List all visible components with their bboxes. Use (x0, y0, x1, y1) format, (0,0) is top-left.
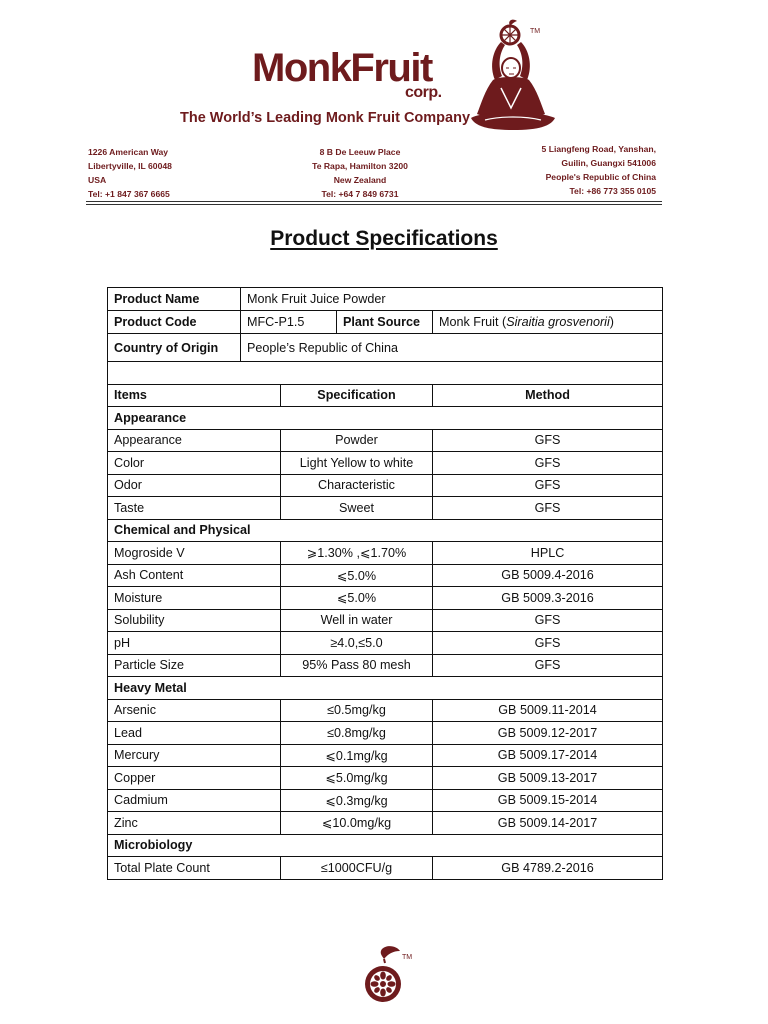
address-line: People's Republic of China (545, 172, 656, 182)
item-name: Copper (108, 767, 281, 790)
address-china (542, 142, 656, 198)
item-name: Odor (108, 474, 281, 497)
item-specification: ⩽5.0% (281, 587, 433, 610)
brand-corp: corp. (405, 84, 442, 101)
item-method: GFS (433, 474, 663, 497)
product-code-label: Product Code (108, 311, 241, 334)
header-items: Items (108, 384, 281, 407)
address-phone: Tel: +1 847 367 6665 (88, 189, 170, 199)
item-method: GFS (433, 654, 663, 677)
table-row (108, 564, 663, 587)
country-origin-row (108, 334, 663, 362)
section-header-row (108, 677, 663, 700)
item-specification: ≤0.8mg/kg (281, 722, 433, 745)
item-name: Mogroside V (108, 542, 281, 565)
item-name: Zinc (108, 812, 281, 835)
item-method: HPLC (433, 542, 663, 565)
product-code-row (108, 311, 663, 334)
item-specification: Powder (281, 429, 433, 452)
table-row (108, 699, 663, 722)
address-line: 1226 American Way (88, 147, 169, 157)
table-row (108, 744, 663, 767)
item-name: Taste (108, 497, 281, 520)
item-name: pH (108, 632, 281, 655)
item-name: Mercury (108, 744, 281, 767)
item-name: Color (108, 452, 281, 475)
item-name: Appearance (108, 429, 281, 452)
spec-table-body (108, 407, 663, 880)
item-specification: ⩽0.1mg/kg (281, 744, 433, 767)
table-row (108, 452, 663, 475)
address-line: 8 B De Leeuw Place (319, 147, 401, 157)
address-phone: Tel: +86 773 355 0105 (569, 186, 656, 196)
item-specification: ⩽0.3mg/kg (281, 789, 433, 812)
header-divider (86, 201, 662, 202)
footer-trademark: TM (402, 954, 413, 961)
address-usa (88, 145, 172, 201)
item-method: GFS (433, 609, 663, 632)
page-title-text: Product Specifications (270, 227, 498, 250)
plant-source-value (433, 311, 663, 334)
table-row (108, 789, 663, 812)
item-name: Particle Size (108, 654, 281, 677)
section-header-row (108, 407, 663, 430)
item-specification: ≤1000CFU/g (281, 857, 433, 880)
item-specification: ≥4.0,≤5.0 (281, 632, 433, 655)
address-line: 5 Liangfeng Road, Yanshan, (541, 144, 656, 154)
address-line: USA (88, 175, 107, 185)
table-row (108, 722, 663, 745)
table-row (108, 474, 663, 497)
item-specification: Characteristic (281, 474, 433, 497)
section-header-row (108, 519, 663, 542)
item-specification: Sweet (281, 497, 433, 520)
item-method: GFS (433, 452, 663, 475)
item-name: Ash Content (108, 564, 281, 587)
item-specification: Light Yellow to white (281, 452, 433, 475)
item-name: Total Plate Count (108, 857, 281, 880)
table-header-row (108, 384, 663, 407)
item-method: GFS (433, 429, 663, 452)
address-line: Libertyville, IL 60048 (88, 161, 172, 171)
header-method: Method (433, 384, 663, 407)
item-name: Arsenic (108, 699, 281, 722)
table-row (108, 767, 663, 790)
plant-source-prefix: Monk Fruit ( (439, 315, 507, 329)
table-row (108, 497, 663, 520)
item-method: GB 5009.14-2017 (433, 812, 663, 835)
plant-source-latin: Siraitia grosvenorii (506, 315, 610, 329)
brand-logo-text: MonkFruit (252, 46, 432, 90)
item-method: GB 5009.17-2014 (433, 744, 663, 767)
plant-source-label: Plant Source (337, 311, 433, 334)
table-row (108, 587, 663, 610)
table-row (108, 542, 663, 565)
section-title: Appearance (108, 407, 663, 430)
item-method: GFS (433, 632, 663, 655)
monk-figure-icon (465, 18, 560, 133)
section-title: Chemical and Physical (108, 519, 663, 542)
item-method: GB 5009.15-2014 (433, 789, 663, 812)
table-row (108, 654, 663, 677)
address-line: Guilin, Guangxi 541006 (561, 158, 656, 168)
table-row (108, 609, 663, 632)
product-name-label: Product Name (108, 288, 241, 311)
table-row (108, 429, 663, 452)
page-title (0, 227, 768, 251)
item-method: GB 5009.13-2017 (433, 767, 663, 790)
brand-tagline: The World’s Leading Monk Fruit Company (180, 110, 471, 126)
product-name-value: Monk Fruit Juice Powder (241, 288, 663, 311)
item-specification: ⩽5.0% (281, 564, 433, 587)
country-origin-label: Country of Origin (108, 334, 241, 362)
item-name: Lead (108, 722, 281, 745)
spacer-cell (108, 362, 663, 385)
item-method: GFS (433, 497, 663, 520)
header-divider (86, 204, 662, 205)
item-method: GB 5009.12-2017 (433, 722, 663, 745)
item-specification: Well in water (281, 609, 433, 632)
table-row (108, 812, 663, 835)
header-specification: Specification (281, 384, 433, 407)
section-title: Heavy Metal (108, 677, 663, 700)
product-code-value: MFC-P1.5 (241, 311, 337, 334)
address-line: New Zealand (333, 175, 387, 185)
table-row (108, 857, 663, 880)
item-name: Cadmium (108, 789, 281, 812)
plant-source-suffix: ) (609, 315, 614, 329)
item-specification: ⩽10.0mg/kg (281, 812, 433, 835)
item-specification: 95% Pass 80 mesh (281, 654, 433, 677)
address-line: Te Rapa, Hamilton 3200 (312, 161, 408, 171)
item-method: GB 4789.2-2016 (433, 857, 663, 880)
item-method: GB 5009.11-2014 (433, 699, 663, 722)
address-phone: Tel: +64 7 849 6731 (321, 189, 399, 199)
section-header-row (108, 834, 663, 857)
table-row (108, 632, 663, 655)
item-specification: ⩾1.30% ,⩽1.70% (281, 542, 433, 565)
trademark-mark: TM (530, 28, 541, 35)
product-name-row (108, 288, 663, 311)
address-nz (300, 145, 420, 201)
spacer-row (108, 362, 663, 385)
item-method: GB 5009.3-2016 (433, 587, 663, 610)
spec-table (107, 287, 663, 880)
item-name: Moisture (108, 587, 281, 610)
item-method: GB 5009.4-2016 (433, 564, 663, 587)
item-specification: ≤0.5mg/kg (281, 699, 433, 722)
country-origin-value: People’s Republic of China (241, 334, 663, 362)
item-name: Solubility (108, 609, 281, 632)
section-title: Microbiology (108, 834, 663, 857)
item-specification: ⩽5.0mg/kg (281, 767, 433, 790)
